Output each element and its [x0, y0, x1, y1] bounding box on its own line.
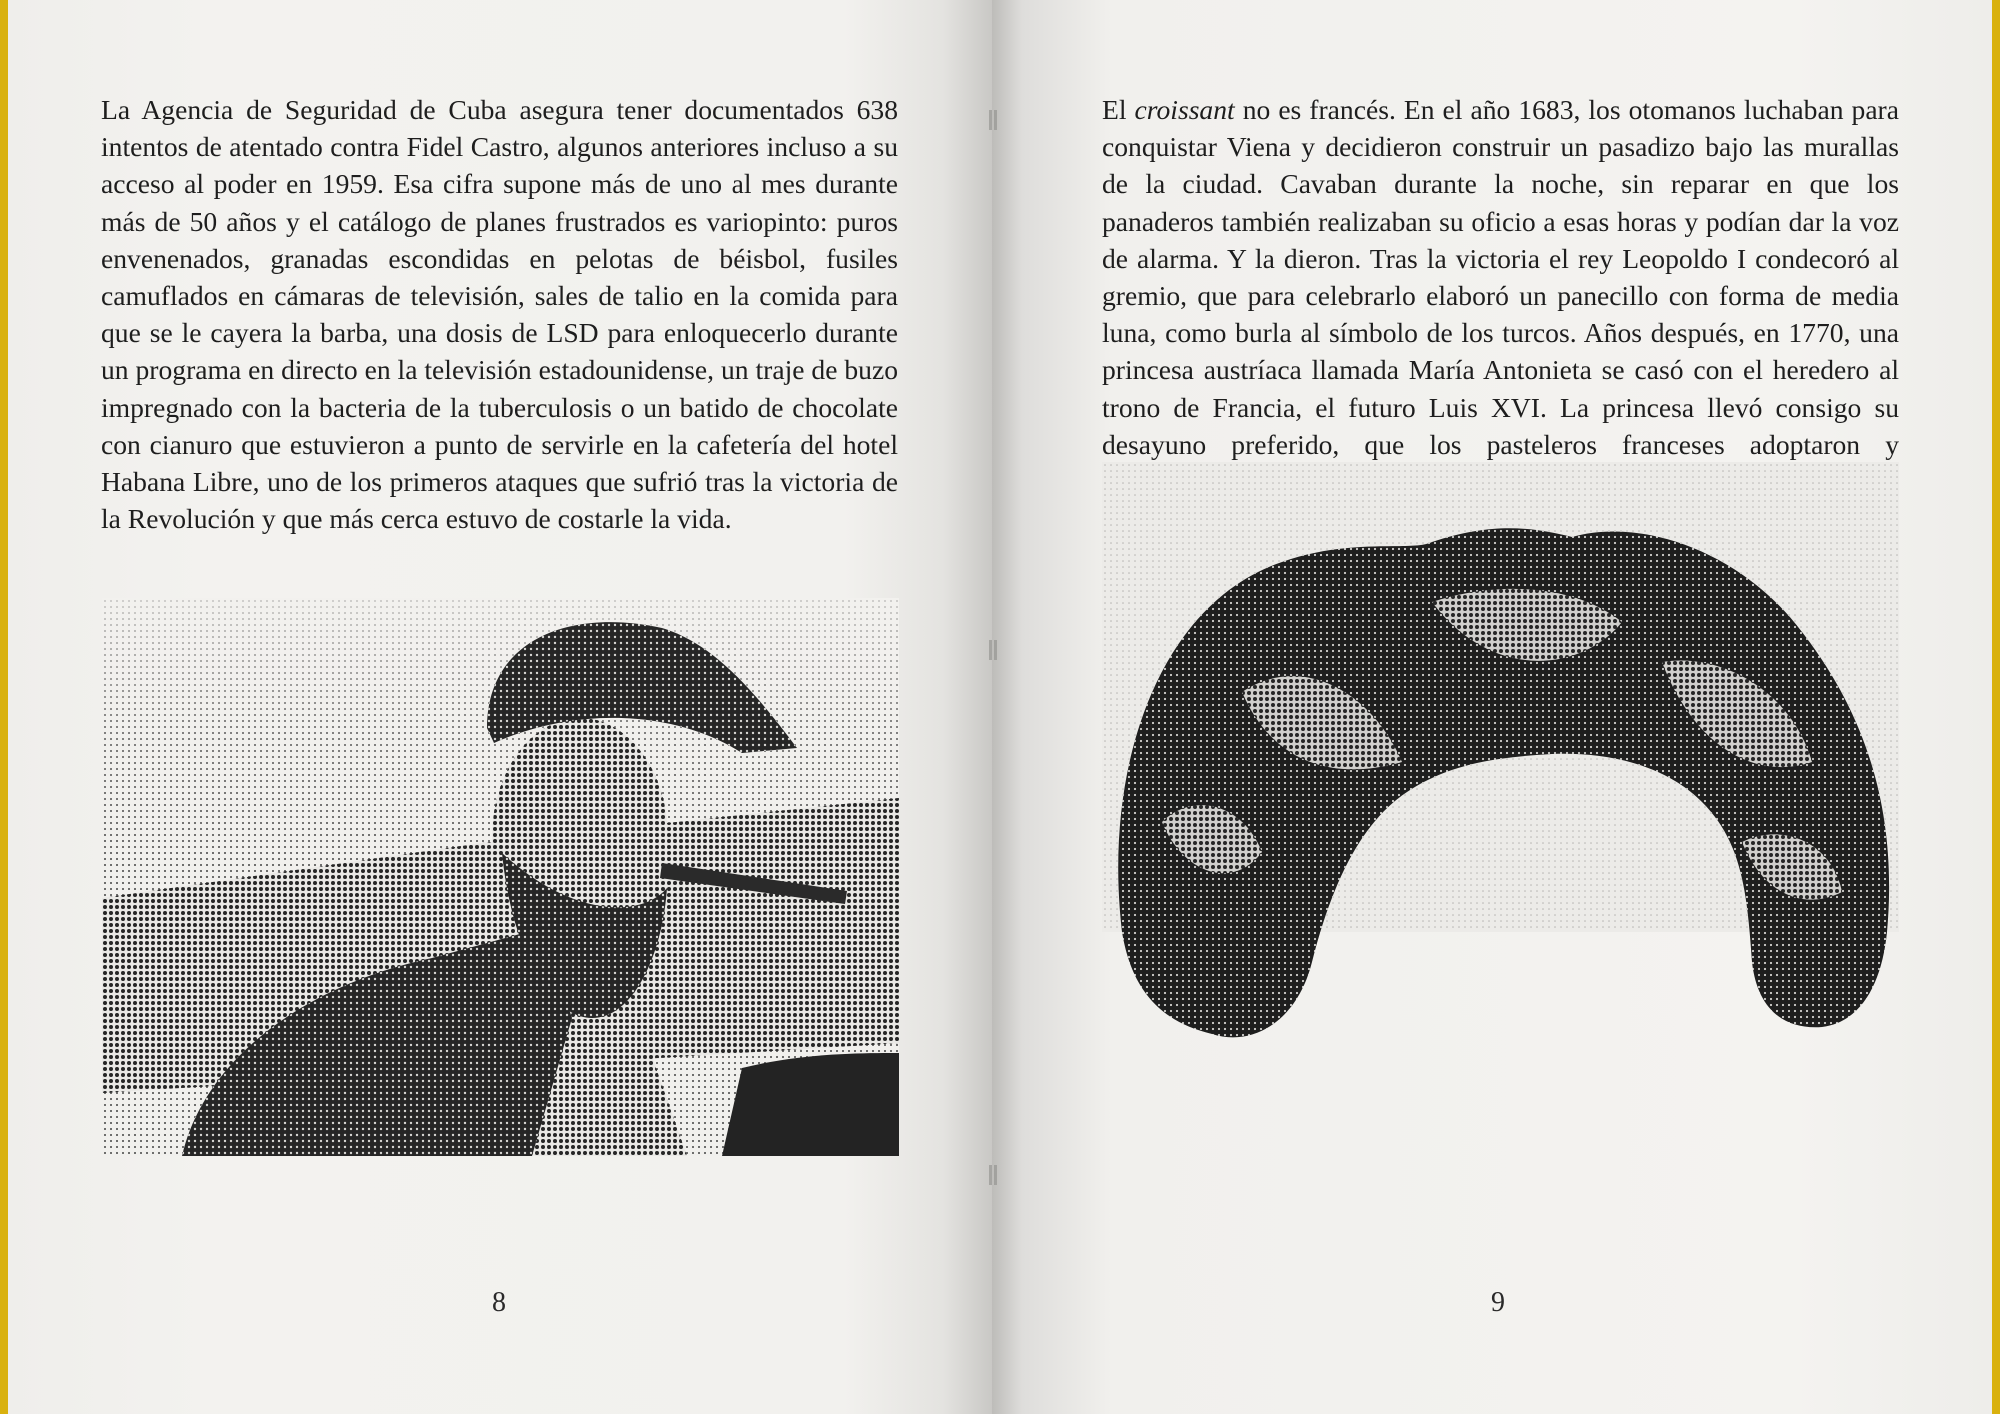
croissant-italic-word: croissant [1134, 94, 1235, 125]
right-page-paragraph [1102, 91, 1899, 500]
croissant-halftone-photo [1102, 462, 1899, 1102]
binding-mark [994, 640, 997, 660]
castro-halftone-photo [102, 598, 899, 1156]
page-number-right: 9 [1491, 1287, 1505, 1318]
left-page-paragraph: La Agencia de Seguridad de Cuba asegura tener documentados 638 intentos de atentado contra Fidel Castro, algunos anteriores incluso a su acceso al poder en 1959. Esa cifra supone más de uno al mes durante más de 50 años y el catálogo de planes frustrados es variopinto: puros envenenados, granadas escondidas en pelotas de béisbol, fusiles camuflados en cámaras de televisión, sales de talio en la comida para que se le cayera la barba, una dosis de LSD para enloquecerlo durante un programa en directo en la televisión estadounidense, un traje de buzo impregnado con la bacteria de la tuberculosis o un batido de chocolate con cianuro que estuvieron a punto de servirle en la cafetería del hotel Habana Libre, uno de los primeros ataques que sufrió tras la victoria de la Revolución y que más cerca estuvo de costarle la vida. [101, 94, 898, 535]
binding-mark [994, 1165, 997, 1185]
left-page [8, 0, 992, 1414]
right-page [992, 0, 1992, 1414]
binding-mark [994, 110, 997, 130]
page-number-left: 8 [492, 1287, 506, 1318]
paragraph-lead: El [1102, 94, 1135, 125]
paragraph-rest: no es francés. En el año 1683, los otomanos luchaban para conquistar Viena y decidieron construir un pasadizo bajo las murallas de la ciudad. Cavaban durante la noche, sin reparar en que los panaderos también realizaban su oficio a esas horas y podían dar la voz de alarma. Y la dieron. Tras la victoria el rey Leopoldo I condecoró al gremio, que para celebrarlo elaboró un panecillo con forma de media luna, como burla al símbolo de los turcos. Años después, en 1770, una princesa austríaca llamada María Antonieta se casó con el heredero al trono de Francia, el futuro Luis XVI. La princesa llevó consigo su desayuno preferido, que los pasteleros franceses adoptaron y [1102, 94, 1899, 460]
